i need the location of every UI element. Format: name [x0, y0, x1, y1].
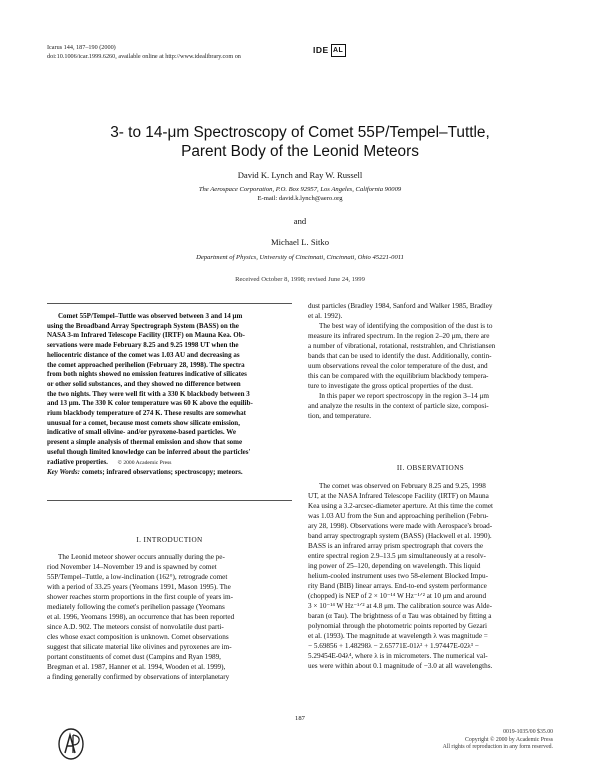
obs-line: − 5.69856 + 1.48298λ − 2.65771E-01λ² + 1.97447E-02λ³ −: [308, 642, 479, 650]
intro-line: The Leonid meteor shower occurs annually during the pe-: [58, 553, 225, 561]
obs-line: rity Band (BIB) linear arrays. End-to-end system performance: [308, 582, 487, 590]
abstract-line: or other solid substances, and they showed no difference between: [47, 379, 241, 388]
abstract-line: unusual for a comet, because most comets show silicate emission,: [47, 418, 240, 427]
obs-line: (chopped) is NEP of 2 × 10⁻¹⁴ W Hz⁻¹ᐟ² at 10 μm and around: [308, 592, 487, 600]
obs-line: UT, at the NASA Infrared Telescope Facility (IRTF) on Mauna: [308, 492, 489, 500]
intro-line: shower reaches storm proportions in the first couple of years im-: [47, 593, 234, 601]
issn-price: 0019-1035/00 $35.00: [503, 729, 553, 735]
right-line: The best way of identifying the composition of the dust is to: [319, 322, 493, 330]
authors-primary: David K. Lynch and Ray W. Russell: [237, 170, 363, 180]
abstract-line: and 13 μm. The 330 K color temperature was 60 K above the equilib-: [47, 399, 253, 408]
introduction-body: [47, 552, 292, 682]
obs-line: polynomial through the photometric points reported by Gezari: [308, 622, 488, 630]
affiliation-primary: The Aerospace Corporation, P.O. Box 92957, Los Angeles, California 90009: [198, 186, 402, 193]
journal-citation: Icarus 144, 187–190 (2000): [47, 44, 116, 51]
right-line: dust particles (Bradley 1984, Sanford and Walker 1985, Bradley: [308, 302, 493, 310]
doi-line: doi:10.1006/icar.1999.6260, available online at http://www.idealibrary.com on: [47, 53, 241, 60]
right-line: et al. 1992).: [308, 312, 343, 320]
and-separator: and: [293, 216, 307, 226]
abstract-line: useful though limited knowledge can be inferred about the particles': [47, 447, 251, 456]
affiliation-secondary: Department of Physics, University of Cincinnati, Cincinnati, Ohio 45221-0011: [196, 254, 404, 261]
abstract-top-rule: [47, 303, 292, 304]
title-line-1: 3- to 14-μm Spectroscopy of Comet 55P/Tempel–Tuttle,: [110, 124, 490, 141]
abstract-line: [47, 458, 292, 469]
intro-line: 55P/Tempel–Tuttle, a low-inclination (162°), retrograde comet: [47, 573, 228, 581]
observations-body: [308, 481, 553, 671]
obs-line: entire spectral region 2.9–13.5 μm simultaneously at a resolv-: [308, 552, 486, 560]
right-line: measure its infrared spectrum. In the region 2–20 μm, there are: [308, 332, 490, 340]
footer-copyright: Copyright © 2000 by Academic Press: [465, 736, 553, 743]
keywords-list: comets; infrared observations; spectroscopy; meteors.: [81, 468, 243, 477]
obs-line: band array spectrograph system (BASS) (Hackwell et al. 1990).: [308, 532, 492, 540]
obs-line: Kea using a 3.2-arcsec-diameter aperture. At this time the comet: [308, 502, 494, 510]
obs-line: helium-cooled instrument uses two 58-element Blocked Impu-: [308, 572, 489, 580]
abstract-line: from both nights showed no emission features indicative of silicates: [47, 370, 247, 379]
keywords: [47, 468, 292, 478]
right-line: uum observations reveal the color temperature of the dust, and: [308, 362, 488, 370]
section-heading-observations: II. OBSERVATIONS: [396, 464, 465, 472]
paper-title: [60, 123, 540, 161]
intro-line: et al. 1996, Yeomans 1998), an occurrence that has been reported: [47, 613, 235, 621]
intro-line: riod November 14–November 19 and is spawned by comet: [47, 563, 217, 571]
abstract-line: Comet 55P/Tempel–Tuttle was observed between 3 and 14 μm: [58, 312, 243, 320]
abstract-line: rium blackbody temperature of 274 K. These results are somewhat: [47, 409, 246, 418]
received-dates: Received October 8, 1998; revised June 24, 1999: [235, 276, 365, 283]
intro-line: with a period of 33.25 years (Yeomans 1991, Mason 1995). The: [47, 583, 231, 591]
intro-line: a finding generally confirmed by observations of interplanetary: [47, 673, 230, 681]
abstract-line: indicative of small olivine- and/or pyroxene-based particles. We: [47, 428, 236, 437]
intro-line: mediately following the comet's perihelion passage (Yeomans: [47, 603, 225, 611]
obs-line: was 1.03 AU from the Sun and approaching perihelion (Febru-: [308, 512, 489, 520]
academic-press-logo-mark: [56, 727, 86, 761]
abstract-line: present a simple analysis of thermal emission and show that some: [47, 438, 243, 447]
abstract-last-line: radiative properties.: [47, 457, 108, 466]
right-column-intro: [308, 301, 553, 421]
right-line: a number of vibrational, rotational, reststrahlen, and Christiansen: [308, 342, 496, 350]
obs-line: ing power of 25–120, depending on wavelength. This liquid: [308, 562, 481, 570]
abstract-bottom-rule: [47, 500, 292, 501]
abstract-line: servations were made February 8.25 and 9.25 1998 UT when the: [47, 341, 239, 350]
intro-line: since A.D. 902. The meteors consist of nonvolatile dust parti-: [47, 623, 224, 631]
ideal-logo-text: IDE: [313, 44, 329, 55]
obs-line: 3 × 10⁻¹⁴ W Hz⁻¹ᐟ² at 4.8 μm. The calibration source was Alde-: [308, 602, 492, 610]
abstract-copyright: © 2000 Academic Press: [117, 459, 172, 466]
obs-line: et al. (1993). The magnitude at wavelength λ was magnitude =: [308, 632, 488, 640]
abstract-line: using the Broadband Array Spectrograph System (BASS) on the: [47, 321, 239, 330]
ideal-logo: [313, 44, 346, 57]
right-line: this can be compared with the equilibrium blackbody tempera-: [308, 372, 489, 380]
authors-secondary: Michael L. Sitko: [271, 237, 329, 247]
ideal-logo-mark: AL: [331, 44, 346, 57]
abstract-line: heliocentric distance of the comet was 1.03 AU and decreasing as: [47, 350, 240, 359]
abstract: [47, 312, 292, 478]
right-line: bands that can be used to identify the dust. Additionally, contin-: [308, 352, 492, 360]
section-heading-introduction: I. INTRODUCTION: [136, 536, 203, 544]
footer-rights: [380, 729, 553, 752]
keywords-label: Key Words:: [47, 468, 80, 477]
intro-line: Bregman et al. 1987, Hanner et al. 1994, Wooden et al. 1999),: [47, 663, 226, 671]
obs-line: BASS is an infrared array prism spectrograph that covers the: [308, 542, 484, 550]
abstract-line: NASA 3-m Infrared Telescope Facility (IRTF) on Mauna Kea. Ob-: [47, 331, 245, 340]
obs-line: ues were within about 0.1 magnitude of −3.0 at all wavelengths.: [308, 662, 493, 670]
right-line: tion, and temperature.: [308, 412, 372, 420]
academic-press-logo: [56, 727, 86, 766]
obs-line: The comet was observed on February 8.25 and 9.25, 1998: [319, 482, 486, 490]
intro-line: suggest that silicate material like olivines and pyroxenes are im-: [47, 643, 232, 651]
intro-line: portant constituents of comet dust (Campins and Ryan 1989,: [47, 653, 221, 661]
title-line-2: Parent Body of the Leonid Meteors: [181, 143, 419, 160]
intro-line: cles whose exact composition is unknown. Comet observations: [47, 633, 229, 641]
page-number: 187: [295, 715, 305, 722]
obs-line: baran (α Tau). The brightness of α Tau was obtained by fitting a: [308, 612, 492, 620]
abstract-line: the comet approached perihelion (February 28, 1998). The spectra: [47, 360, 245, 369]
author-email: E-mail: david.k.lynch@aero.org: [257, 195, 343, 202]
obs-line: 5.29454E-04λ⁴, where λ is in micrometers. The numerical val-: [308, 652, 488, 660]
obs-line: ary 28, 1998). Observations were made with Aerospace's broad-: [308, 522, 493, 530]
footer-reproduction-rights: All rights of reproduction in any form reserved.: [442, 744, 553, 750]
right-line: In this paper we report spectroscopy in the region 3–14 μm: [319, 392, 489, 400]
right-line: and analyze the results in the context of particle size, composi-: [308, 402, 489, 410]
abstract-line: the two nights. They were well fit with a 330 K blackbody between 3: [47, 389, 250, 398]
right-line: ture to investigate the gross optical properties of the dust.: [308, 382, 473, 390]
